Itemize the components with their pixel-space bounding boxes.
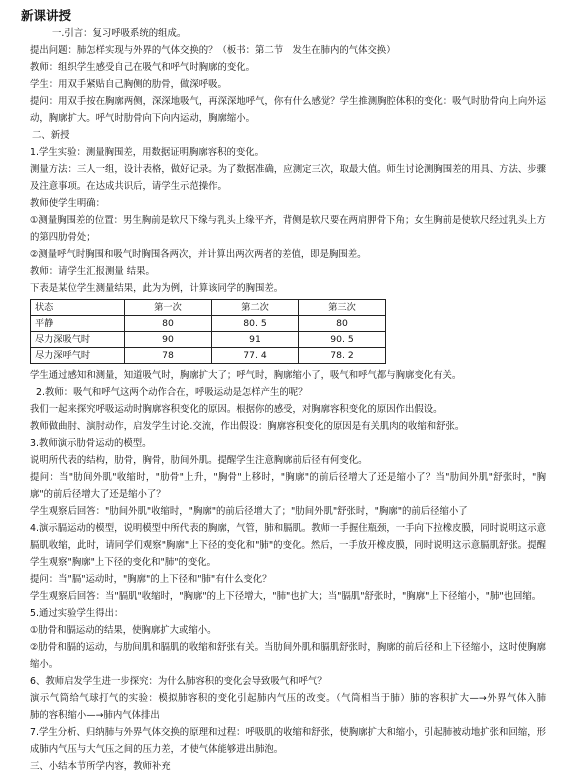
result-item-1: ①肋骨和膈运动的结果，使胸廓扩大或缩小。 bbox=[30, 625, 217, 636]
table-row bbox=[31, 332, 386, 348]
method-line: 测量方法：三人一组，设计表格，做好记录。为了数据准确，应测定三次，取最大值。师生讨论测胸围差的用具、方法、步骤及注意事项。在达成共识后，请学生示范操作。 bbox=[30, 164, 546, 192]
section-heading: 二、新授 bbox=[32, 130, 70, 141]
table-header-cell: 第一次 bbox=[125, 300, 212, 316]
table-header-row bbox=[31, 300, 386, 316]
table-cell: 尽力深呼气时 bbox=[31, 348, 125, 364]
measurement-table bbox=[30, 299, 386, 364]
diaphragm-answer-line: 学生观察后回答：当"膈肌"收缩时，"胸廓"的上下径增大，"肺"也扩大；当"膈肌"舒张时，"胸廓"上下径缩小，"肺"也回缩。 bbox=[30, 591, 542, 602]
summary-heading: 三、小结本节所学内容，教师补充 bbox=[30, 761, 171, 772]
table-cell: 77. 4 bbox=[212, 348, 299, 364]
table-cell: 78 bbox=[125, 348, 212, 364]
ask-line: 提问：用双手按在胸廓两侧，深深地吸气，再深深地呼气，你有什么感觉？学生推测胸腔体积的变化：吸气时肋骨向上向外运动，胸廓扩大。呼气时肋骨向下向内运动，胸廓缩小。 bbox=[30, 96, 546, 124]
diaphragm-question-line: 提问：当"膈"运动时，"胸廓"的上下径和"肺"有什么变化？ bbox=[30, 574, 272, 585]
table-cell: 平静 bbox=[31, 316, 125, 332]
table-cell: 80. 5 bbox=[212, 316, 299, 332]
clarify-line: 教师使学生明确： bbox=[30, 198, 106, 209]
measure-line: ②测量呼气时胸围和吸气时胸围各两次，并计算出两次两者的差值，即是胸围差。 bbox=[30, 249, 367, 260]
table-row bbox=[31, 348, 386, 364]
explore2-line: 6、教师启发学生进一步探究：为什么肺容积的变化会导致吸气和呼气？ bbox=[30, 676, 327, 687]
rib-answer-line: 学生观察后回答："肋间外肌"收缩时，"胸廓"的前后径增大了；"肋间外肌"舒张时，"胸廓"的前后径缩小了 bbox=[30, 506, 468, 517]
explore-line: 我们一起来探究呼吸运动时胸廓容积变化的原因。根据你的感受，对胸廓容积变化的原因作出假设。 bbox=[30, 404, 443, 415]
table-cell: 91 bbox=[212, 332, 299, 348]
diaphragm-model-line: 4.演示膈运动的模型，说明模型中所代表的胸廓，气管，肺和膈肌。教师一手握住瓶颈，一手向下拉橡皮膜，同时说明这示意膈肌收缩，此时，请同学们观察"胸廓"上下径的变化和"肺"的变化。然后，一手放开橡皮膜，同时说明这示意膈肌舒张。提醒学生观察"胸廓"上下径的变化和"肺"的变化。 bbox=[30, 523, 546, 568]
student-line: 学生：用双手紧贴自己胸侧的肋骨，做深呼吸。 bbox=[30, 79, 227, 90]
table-cell: 80 bbox=[299, 316, 386, 332]
table-cell: 尽力深吸气时 bbox=[31, 332, 125, 348]
page-title: 新课讲授 bbox=[21, 8, 72, 23]
balloon-demo-line: 演示气筒给气球打气的实验：模拟肺容积的变化引起肺内气压的改变。（气筒相当于肺）肺的容积扩大—→外界气体入肺 肺的容积缩小—→肺内气体排出 bbox=[30, 693, 565, 721]
table-intro-line: 下表是某位学生测量结果，此为为例，计算该同学的胸围差。 bbox=[30, 283, 284, 294]
result-item-2: ②肋骨和膈的运动，与肋间肌和膈肌的收缩和舒张有关。当肋间外肌和膈肌舒张时，胸廓的前后径和上下径缩小，这时使胸廓缩小。 bbox=[30, 642, 546, 670]
conclusion-line: 学生通过感知和测量，知道吸气时，胸廓扩大了；呼气时，胸廓缩小了，吸气和呼气都与胸廓变化有关。 bbox=[30, 370, 462, 381]
structure-line: 说明所代表的结构，肋骨，胸骨，肋间外肌。提醒学生注意胸廓前后径有何变化。 bbox=[30, 455, 368, 466]
question-line: 提出问题：肺怎样实现与外界的气体交换的？（板书：第二节 发生在肺内的气体交换） bbox=[30, 45, 396, 56]
rib-model-line: 3.教师演示肋骨运动的模型。 bbox=[30, 438, 152, 449]
table-header-cell: 状态 bbox=[31, 300, 125, 316]
table-cell: 90. 5 bbox=[299, 332, 386, 348]
hypothesis-line: 教师做曲肘、演肘动作，启发学生讨论.交流，作出假设：胸廓容积变化的原因是有关肌肉的收缩和舒张。 bbox=[30, 421, 465, 432]
intro-line: 一.引言：复习呼吸系统的组成。 bbox=[52, 28, 187, 39]
table-cell: 90 bbox=[125, 332, 212, 348]
experiment-line: 1.学生实验：测量胸围差，用数据证明胸廓容积的变化。 bbox=[30, 147, 264, 158]
report-line: 教师：请学生汇报测量 结果。 bbox=[30, 266, 155, 277]
table-header-cell: 第三次 bbox=[299, 300, 386, 316]
table-row bbox=[31, 316, 386, 332]
table-cell: 80 bbox=[125, 316, 212, 332]
rib-question-line: 提问：当"肋间外肌"收缩时，"肋骨"上升，"胸骨"上移时，"胸廓"的前后径增大了还是缩小了？当"肋间外肌"舒张时，"胸廓"的前后径增大了还是缩小了？ bbox=[30, 472, 546, 500]
question2-line: 2.教师：吸气和呼气这两个动作合在，呼吸运动是怎样产生的呢？ bbox=[36, 387, 308, 398]
position-line: ①测量胸围差的位置：男生胸前是软尺下缘与乳头上缘平齐，背侧是软尺要在两肩胛骨下角；女生胸前是使软尺经过乳头上方的第四肋骨处； bbox=[30, 215, 546, 243]
teacher-line: 教师：组织学生感受自己在吸气和呼气时胸廓的变化。 bbox=[30, 62, 256, 73]
principle-line: 7.学生分析、归纳肺与外界气体交换的原理和过程：呼吸肌的收缩和舒张，使胸廓扩大和缩小，引起肺被动地扩张和回缩，形成肺内气压与大气压之间的压力差，才使气体能够进出肺泡。 bbox=[30, 727, 546, 755]
table-cell: 78. 2 bbox=[299, 348, 386, 364]
table-header-cell: 第二次 bbox=[212, 300, 299, 316]
result-line: 5.通过实验学生得出： bbox=[30, 608, 124, 619]
